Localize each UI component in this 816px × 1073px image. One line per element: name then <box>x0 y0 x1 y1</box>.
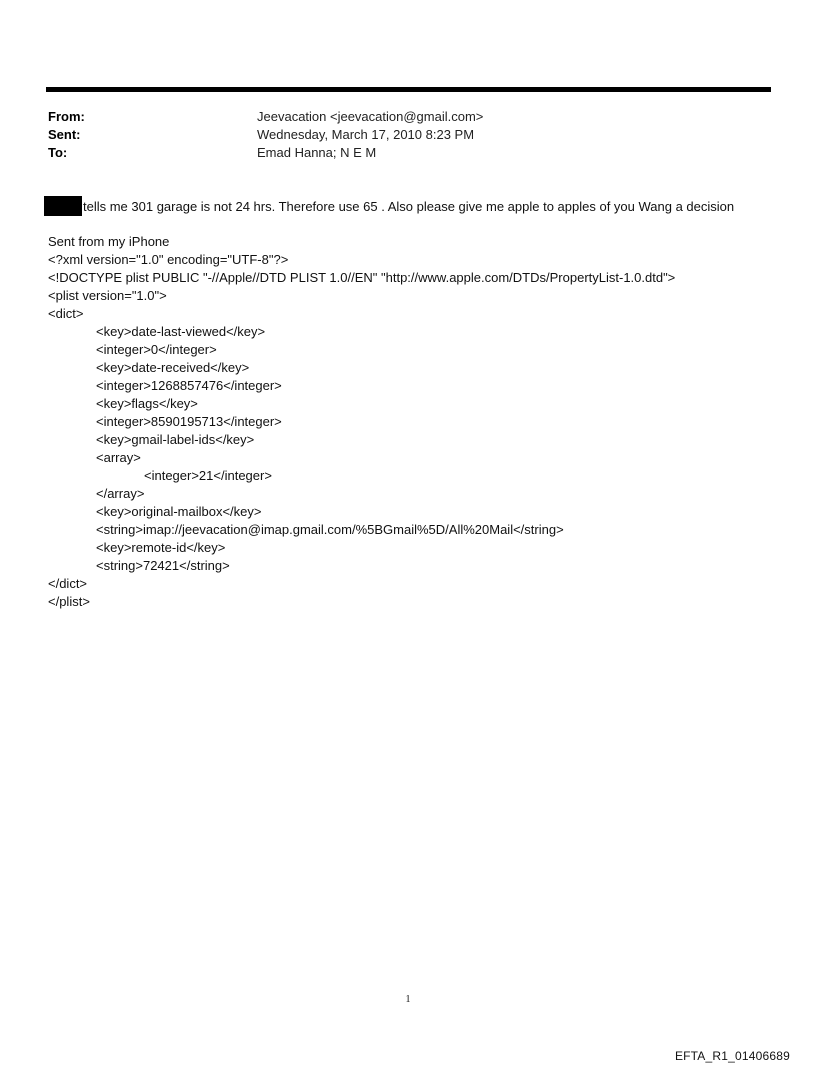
body-line: <key>remote-id</key> <box>96 540 226 555</box>
body-line: <string>imap://jeevacation@imap.gmail.com/%5BGmail%5D/All%20Mail</string> <box>96 522 564 537</box>
from-value: Jeevacation <jeevacation@gmail.com> <box>257 109 484 124</box>
sent-row <box>48 126 768 144</box>
to-label: To: <box>48 145 68 160</box>
from-label: From: <box>48 109 85 124</box>
to-value: Emad Hanna; N E M <box>257 145 377 160</box>
email-header <box>48 108 768 162</box>
message-body: tells me 301 garage is not 24 hrs. Therefore use 65 . Also please give me apple to apples of you Wang a decision <box>83 199 735 214</box>
body-line: <key>date-received</key> <box>96 360 250 375</box>
body-line: <dict> <box>48 306 84 321</box>
body-line: <integer>8590195713</integer> <box>96 414 282 429</box>
body-line: <integer>21</integer> <box>144 468 272 483</box>
sent-value: Wednesday, March 17, 2010 8:23 PM <box>257 127 475 142</box>
plist-body <box>48 233 788 611</box>
body-line: Sent from my iPhone <box>48 234 170 249</box>
body-line: <string>72421</string> <box>96 558 230 573</box>
body-line: <key>date-last-viewed</key> <box>96 324 266 339</box>
to-row <box>48 144 768 162</box>
body-line: <array> <box>96 450 141 465</box>
message-text <box>44 196 784 217</box>
body-line: <integer>1268857476</integer> <box>96 378 282 393</box>
header-rule <box>46 87 771 92</box>
body-line: </array> <box>96 486 145 501</box>
sent-label: Sent: <box>48 127 81 142</box>
body-line: <integer>0</integer> <box>96 342 217 357</box>
body-line: </plist> <box>48 594 90 609</box>
body-line: <key>flags</key> <box>96 396 198 411</box>
body-line: </dict> <box>48 576 88 591</box>
from-row <box>48 108 768 126</box>
body-line: <plist version="1.0"> <box>48 288 167 303</box>
body-line: <!DOCTYPE plist PUBLIC "-//Apple//DTD PLIST 1.0//EN" "http://www.apple.com/DTDs/PropertyList-1.0.dtd"> <box>48 270 676 285</box>
page-number: 1 <box>405 994 411 1005</box>
body-line: <key>gmail-label-ids</key> <box>96 432 255 447</box>
body-line: <?xml version="1.0" encoding="UTF-8"?> <box>48 252 289 267</box>
body-line: <key>original-mailbox</key> <box>96 504 262 519</box>
document-id: EFTA_R1_01406689 <box>674 1049 790 1063</box>
redaction-box <box>44 196 82 216</box>
